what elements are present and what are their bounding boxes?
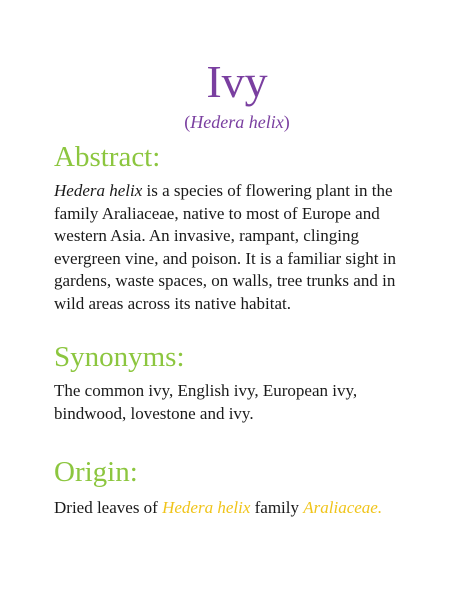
origin-family-name: Araliaceae. [303, 498, 383, 517]
synonyms-heading: Synonyms: [54, 341, 185, 373]
abstract-line [54, 180, 444, 203]
origin-text: Dried leaves of [54, 498, 163, 517]
abstract-line: western Asia. An invasive, rampant, clinging [54, 226, 359, 245]
synonyms-line: The common ivy, English ivy, European ivy, [54, 381, 358, 400]
abstract-line: wild areas across its native habitat. [54, 293, 291, 313]
origin-line [54, 497, 444, 520]
abstract-species-name: Hedera helix [54, 181, 143, 200]
abstract-line-text: is a species of flowering plant in the [142, 181, 393, 200]
abstract-heading: Abstract: [54, 141, 161, 173]
subtitle-open-paren: ( [184, 112, 191, 132]
subtitle-close-paren: ) [283, 112, 290, 132]
origin-heading: Origin: [54, 456, 138, 488]
origin-paragraph [54, 497, 444, 520]
origin-text: family [250, 498, 304, 517]
subtitle-scientific-name: Hedera helix [190, 112, 284, 132]
abstract-line: evergreen vine, and poison. It is a familiar sight in [54, 248, 396, 268]
synonyms-line: bindwood, lovestone and ivy. [54, 403, 254, 423]
page-title: Ivy [206, 56, 268, 107]
abstract-paragraph [54, 180, 444, 315]
origin-species-name: Hedera helix [162, 498, 251, 517]
synonyms-paragraph [54, 380, 444, 425]
abstract-line: family Araliaceae, native to most of Europe and [54, 203, 380, 223]
abstract-line: gardens, waste spaces, on walls, tree trunks and in [54, 271, 396, 290]
scientific-name-subtitle [0, 110, 474, 134]
